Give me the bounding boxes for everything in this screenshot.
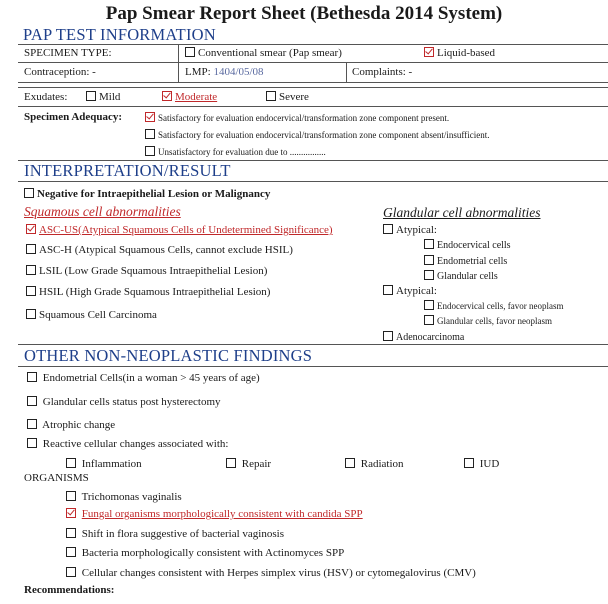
checkbox[interactable] [345, 458, 355, 468]
squamous-item-label: Squamous Cell Carcinoma [39, 309, 157, 321]
section-pap-test-heading: PAP TEST INFORMATION [23, 25, 216, 44]
glandular-sub-item[interactable] [424, 315, 552, 326]
glandular-atypical-label: Atypical: [396, 285, 437, 297]
checkbox-checked[interactable] [66, 508, 76, 518]
exudates-moderate-label: Moderate [175, 91, 218, 103]
adequacy-option-1-label: Satisfactory for evaluation endocervical/transformation zone component present. [158, 113, 450, 123]
checkbox[interactable] [145, 129, 155, 139]
reactive-iud[interactable] [464, 458, 499, 470]
adequacy-option-2[interactable] [145, 129, 489, 140]
organism-item-label: Bacteria morphologically consistent with Actinomyces SPP [81, 547, 345, 559]
checkbox[interactable] [226, 458, 236, 468]
divider [346, 62, 347, 82]
section-other-heading: OTHER NON-NEOPLASTIC FINDINGS [24, 346, 313, 365]
organism-item-herpes[interactable] [66, 567, 476, 579]
page-title: Pap Smear Report Sheet (Bethesda 2014 System) [105, 3, 503, 24]
organism-item-label: Trichomonas vaginalis [81, 491, 182, 503]
checkbox[interactable] [424, 255, 434, 265]
glandular-sub-item[interactable] [424, 255, 507, 267]
divider [18, 62, 608, 63]
squamous-item-scc[interactable] [26, 309, 157, 321]
glandular-atypical-2[interactable] [383, 285, 437, 297]
section-interpretation-heading: INTERPRETATION/RESULT [24, 161, 231, 180]
glandular-sub-label: Endometrial cells [437, 256, 508, 267]
organisms-heading: ORGANISMS [24, 472, 89, 484]
glandular-atypical-1[interactable] [383, 224, 437, 236]
checkbox[interactable] [66, 528, 76, 538]
adequacy-option-1[interactable] [145, 112, 449, 123]
squamous-item-label: ASC-H (Atypical Squamous Cells, cannot exclude HSIL) [39, 244, 293, 256]
divider [18, 366, 608, 367]
exudates-label: Exudates: [24, 91, 68, 103]
squamous-item-label: HSIL (High Grade Squamous Intraepithelial Lesion) [39, 286, 271, 298]
exudates-moderate-option[interactable] [162, 91, 217, 103]
checkbox[interactable] [26, 244, 36, 254]
checkbox-checked[interactable] [145, 112, 155, 122]
divider [18, 344, 608, 345]
checkbox[interactable] [27, 372, 37, 382]
other-item-atrophic[interactable] [27, 419, 115, 431]
exudates-severe-option[interactable] [266, 91, 309, 103]
lmp-label: LMP: [185, 66, 211, 78]
adequacy-option-3-blank: ................ [289, 147, 326, 157]
checkbox[interactable] [26, 309, 36, 319]
squamous-item-label: LSIL (Low Grade Squamous Intraepithelial Lesion) [39, 265, 268, 277]
squamous-item-hsil[interactable] [26, 286, 270, 298]
checkbox[interactable] [66, 458, 76, 468]
lmp-value: 1404/05/08 [213, 66, 264, 78]
organism-item-actinomyces[interactable] [66, 547, 344, 559]
divider [178, 62, 179, 82]
glandular-sub-item[interactable] [424, 300, 563, 311]
reactive-label: Repair [241, 458, 272, 470]
glandular-sub-label: Glandular cells [437, 271, 498, 282]
checkbox[interactable] [66, 547, 76, 557]
adequacy-option-3[interactable] [145, 146, 326, 157]
checkbox[interactable] [24, 188, 34, 198]
divider [18, 106, 608, 107]
organism-item-flora[interactable] [66, 528, 284, 540]
checkbox[interactable] [424, 270, 434, 280]
squamous-item-asch[interactable] [26, 244, 293, 256]
recommendations-label: Recommendations: [24, 584, 115, 596]
reactive-label: IUD [479, 458, 500, 470]
checkbox[interactable] [66, 491, 76, 501]
checkbox[interactable] [464, 458, 474, 468]
other-item-label: Reactive cellular changes associated with: [42, 438, 229, 450]
checkbox[interactable] [27, 419, 37, 429]
checkbox-checked[interactable] [26, 224, 36, 234]
squamous-item-label: ASC-US(Atypical Squamous Cells of Undetermined Significance) [39, 224, 333, 236]
organism-item-label: Cellular changes consistent with Herpes simplex virus (HSV) or cytomegalovirus (CMV) [81, 567, 476, 579]
checkbox-checked[interactable] [424, 47, 434, 57]
organism-item-label: Shift in flora suggestive of bacterial vaginosis [81, 528, 284, 540]
divider [18, 87, 608, 88]
reactive-radiation[interactable] [345, 458, 404, 470]
exudates-mild-label: Mild [99, 91, 121, 103]
reactive-label: Radiation [360, 458, 404, 470]
checkbox[interactable] [383, 285, 393, 295]
adequacy-option-3-label: Unsatisfactory for evaluation due to [158, 147, 288, 157]
checkbox[interactable] [383, 224, 393, 234]
checkbox[interactable] [424, 239, 434, 249]
other-item-label: Endometrial Cells(in a woman > 45 years of age) [42, 372, 260, 384]
organism-item-fungal[interactable] [66, 508, 363, 520]
glandular-sub-label: Endocervical cells [437, 240, 511, 251]
lmp-field [185, 66, 264, 78]
organism-item-trichomonas[interactable] [66, 491, 182, 503]
squamous-heading: Squamous cell abnormalities [24, 204, 181, 219]
specimen-liquid-label: Liquid-based [437, 47, 496, 59]
specimen-conventional-label: Conventional smear (Pap smear) [198, 47, 342, 59]
squamous-item-ascus[interactable] [26, 224, 333, 236]
checkbox[interactable] [26, 286, 36, 296]
reactive-repair[interactable] [226, 458, 271, 470]
reactive-label: Inflammation [81, 458, 142, 470]
checkbox[interactable] [424, 315, 434, 325]
checkbox[interactable] [383, 331, 393, 341]
complaints-field: Complaints: - [352, 66, 413, 78]
other-item-glandular[interactable] [27, 396, 221, 408]
glandular-adenocarcinoma[interactable] [383, 331, 464, 343]
checkbox[interactable] [26, 265, 36, 275]
glandular-sub-label: Glandular cells, favor neoplasm [437, 316, 552, 326]
checkbox[interactable] [27, 396, 37, 406]
organism-item-label: Fungal organisms morphologically consistent with candida SPP [81, 508, 363, 520]
exudates-mild-option[interactable] [86, 91, 120, 103]
specimen-adequacy-label: Specimen Adequacy: [24, 111, 123, 123]
adequacy-option-2-label: Satisfactory for evaluation endocervical/transformation zone component absent/insufficient. [158, 130, 490, 140]
glandular-sub-label: Endocervical cells, favor neoplasm [437, 301, 564, 311]
divider [18, 82, 608, 83]
checkbox[interactable] [266, 91, 276, 101]
glandular-heading: Glandular cell abnormalities [383, 205, 541, 220]
checkbox[interactable] [86, 91, 96, 101]
specimen-liquid-option[interactable] [424, 47, 495, 59]
contraception-field: Contraception: - [24, 66, 96, 78]
specimen-type-label: SPECIMEN TYPE: [24, 47, 112, 59]
checkbox[interactable] [66, 567, 76, 577]
negative-label: Negative for Intraepithelial Lesion or Malignancy [37, 188, 271, 200]
exudates-severe-label: Severe [279, 91, 309, 103]
checkbox[interactable] [424, 300, 434, 310]
glandular-adenocarcinoma-label: Adenocarcinoma [396, 332, 465, 343]
glandular-sub-item[interactable] [424, 270, 498, 282]
divider [18, 181, 608, 182]
other-item-reactive[interactable] [27, 438, 228, 450]
checkbox-checked[interactable] [162, 91, 172, 101]
reactive-inflammation[interactable] [66, 458, 142, 470]
glandular-sub-item[interactable] [424, 239, 511, 251]
divider [18, 44, 608, 45]
glandular-atypical-label: Atypical: [396, 224, 437, 236]
checkbox[interactable] [185, 47, 195, 57]
squamous-item-lsil[interactable] [26, 265, 267, 277]
other-item-label: Atrophic change [42, 419, 116, 431]
other-item-endometrial[interactable] [27, 372, 260, 384]
negative-option[interactable] [24, 188, 270, 200]
divider [178, 44, 179, 62]
specimen-conventional-option[interactable] [185, 47, 342, 59]
other-item-label: Glandular cells status post hysterectomy [42, 396, 221, 408]
checkbox[interactable] [27, 438, 37, 448]
checkbox[interactable] [145, 146, 155, 156]
